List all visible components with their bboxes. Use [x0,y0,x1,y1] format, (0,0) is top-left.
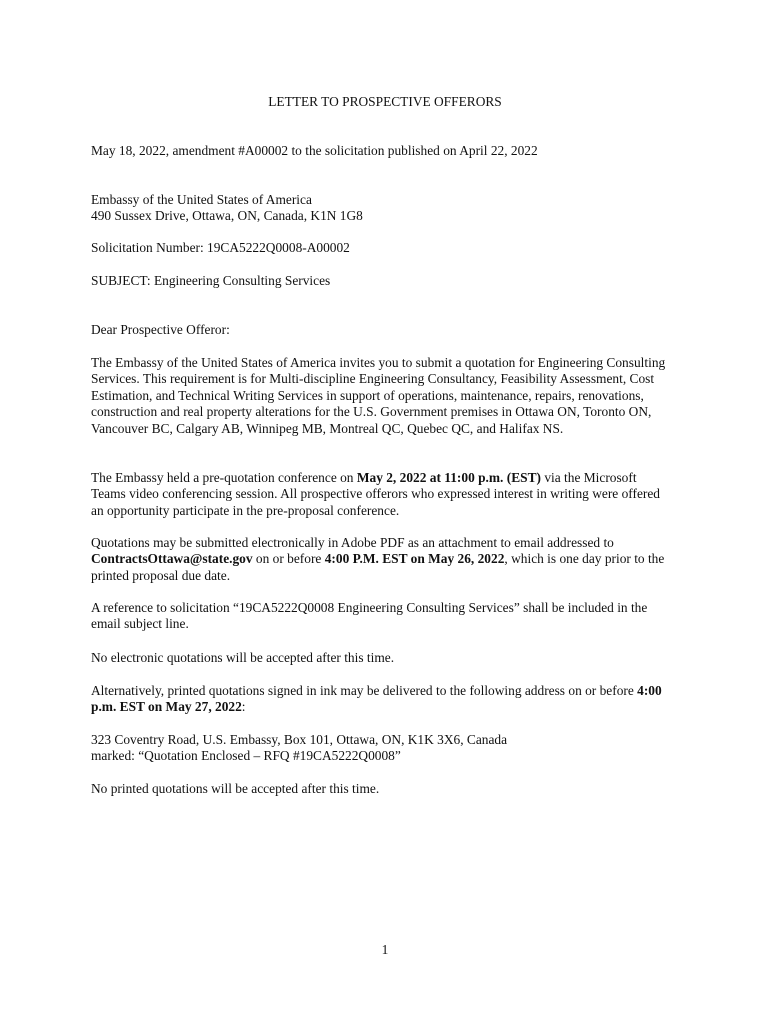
delivery-line-1: 323 Coventry Road, U.S. Embassy, Box 101, Ottawa, ON, K1K 3X6, Canada [91,732,508,747]
solicitation-number: Solicitation Number: 19CA5222Q0008-A00002 [91,240,350,255]
electronic-deadline: 4:00 P.M. EST on May 26, 2022 [324,551,505,567]
embassy-address [91,192,691,225]
address-line-1: Embassy of the United States of America [91,192,312,207]
paragraph-invitation: The Embassy of the United States of America invites you to submit a quotation for Engineering Consulting Services. This requirement is for Multi-discipline Engineering Consultancy, Feasibility Assessment, Cost Estimation, and Technical Writing Services in support of operations, maintenance, repairs, renovations, construction and real property alterations for the U.S. Government premises in Ottawa ON, Toronto ON, Vancouver BC, Calgary AB, Winnipeg MB, Montreal QC, Quebec QC, and Halifax NS. [91,355,666,436]
paragraph-no-electronic: No electronic quotations will be accepted after this time. [91,650,395,665]
contract-email: ContractsOttawa@state.gov [91,551,253,567]
paragraph-no-printed: No printed quotations will be accepted after this time. [91,781,380,796]
delivery-address [91,732,691,765]
date-line: May 18, 2022, amendment #A00002 to the solicitation published on April 22, 2022 [91,143,538,158]
page-number: 1 [381,942,389,957]
paragraph-electronic-submission: Quotations may be submitted electronically in Adobe PDF as an attachment to email addressed to ContractsOttawa@state.gov on or before 4:00 P.M. EST on May 26, 2022, which is one day prior to the printed proposal due date. [91,535,665,583]
letter-title: LETTER TO PROSPECTIVE OFFERORS [268,94,502,109]
delivery-line-2: marked: “Quotation Enclosed – RFQ #19CA5222Q0008” [91,748,401,764]
address-line-2: 490 Sussex Drive, Ottawa, ON, Canada, K1N 1G8 [91,208,363,224]
paragraph-printed-submission: Alternatively, printed quotations signed in ink may be delivered to the following address on or before 4:00 p.m. EST on May 27, 2022: [91,683,662,715]
conference-date: May 2, 2022 at 11:00 p.m. (EST) [356,470,541,485]
printed-deadline: 4:00 p.m. EST on May 27, 2022 [91,683,662,715]
subject-line: SUBJECT: Engineering Consulting Services [91,273,331,288]
salutation: Dear Prospective Offeror: [91,322,230,337]
paragraph-conference: The Embassy held a pre-quotation conference on May 2, 2022 at 11:00 p.m. (EST) via the Microsoft Teams video conferencing session. All prospective offerors who expressed interest in writing were offered an opportunity participate in the pre-proposal conference. [91,470,660,518]
paragraph-subject-reference: A reference to solicitation “19CA5222Q0008 Engineering Consulting Services” shall be included in the email subject line. [91,600,648,632]
